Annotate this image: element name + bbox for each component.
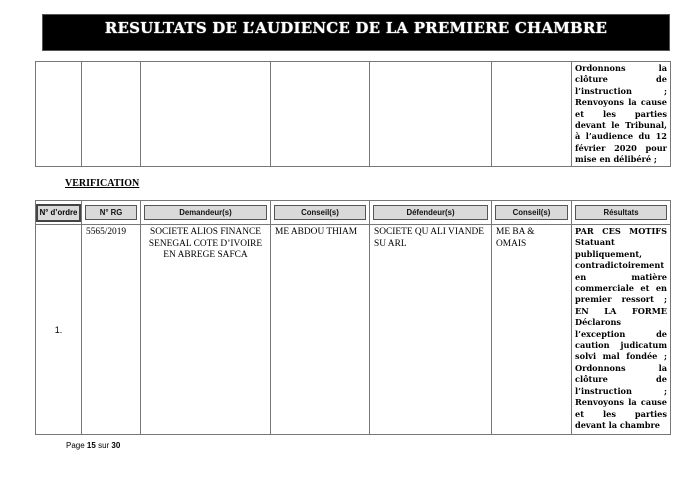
table-row [36,62,671,167]
empty-cell [370,62,492,167]
table-row [36,225,671,435]
empty-cell [82,62,141,167]
cell-demandeur: SOCIETE ALIOS FINANCE SENEGAL COTE D’IVOIRE EN ABREGE SAFCA [141,225,271,435]
cell-rg: 5565/2019 [82,225,141,435]
table-header-row [36,201,671,225]
verification-table [35,200,671,435]
header-demandeur-label: Demandeur(s) [144,205,267,220]
empty-cell [492,62,572,167]
result-cell: Ordonnons la clôture de l’instruction ; Renvoyons la cause et les parties devant le Tribunal, à l’audience du 12 février 2020 pour mise en délibéré ; [572,62,671,167]
empty-cell [271,62,370,167]
page-number: 15 [86,441,96,450]
header-demandeur [141,201,271,225]
total-pages: 30 [111,441,121,450]
cell-ordre: 1. [36,225,82,435]
header-conseil-2 [492,201,572,225]
page-footer [66,441,120,450]
header-ordre [36,201,82,225]
section-title: VERIFICATION [65,178,140,189]
header-resultats-label: Résultats [575,205,667,220]
cell-conseil-1: ME ABDOU THIAM [271,225,370,435]
header-resultats [572,201,671,225]
header-conseil-1 [271,201,370,225]
header-rg [82,201,141,225]
cell-defendeur: SOCIETE QU ALI VIANDE SU ARL [370,225,492,435]
header-defendeur-label: Défendeur(s) [373,205,488,220]
header-conseil-2-label: Conseil(s) [495,205,568,220]
page-title: RESULTATS DE L’AUDIENCE DE LA PREMIERE CHAMBRE [42,14,670,51]
page-label: Page [66,441,85,450]
resultats-text: PAR CES MOTIFS Statuant publiquement, contradictoirement en matière commerciale et en premier ressort ; EN LA FORME Déclarons l’exception de caution judicatum solvi mal fondée ; Ordonnons la clôture de l’instruction ; Renvoyons la cause et les parties devant la chambre [575,226,667,430]
empty-cell [141,62,271,167]
sur-label: sur [98,441,110,450]
header-rg-label: N° RG [85,205,137,220]
empty-cell [36,62,82,167]
header-conseil-1-label: Conseil(s) [274,205,366,220]
cell-resultats [572,225,671,435]
header-ordre-label: N° d’ordre [36,204,81,222]
previous-results-table [35,61,671,167]
cell-conseil-2: ME BA & OMAIS [492,225,572,435]
header-defendeur [370,201,492,225]
